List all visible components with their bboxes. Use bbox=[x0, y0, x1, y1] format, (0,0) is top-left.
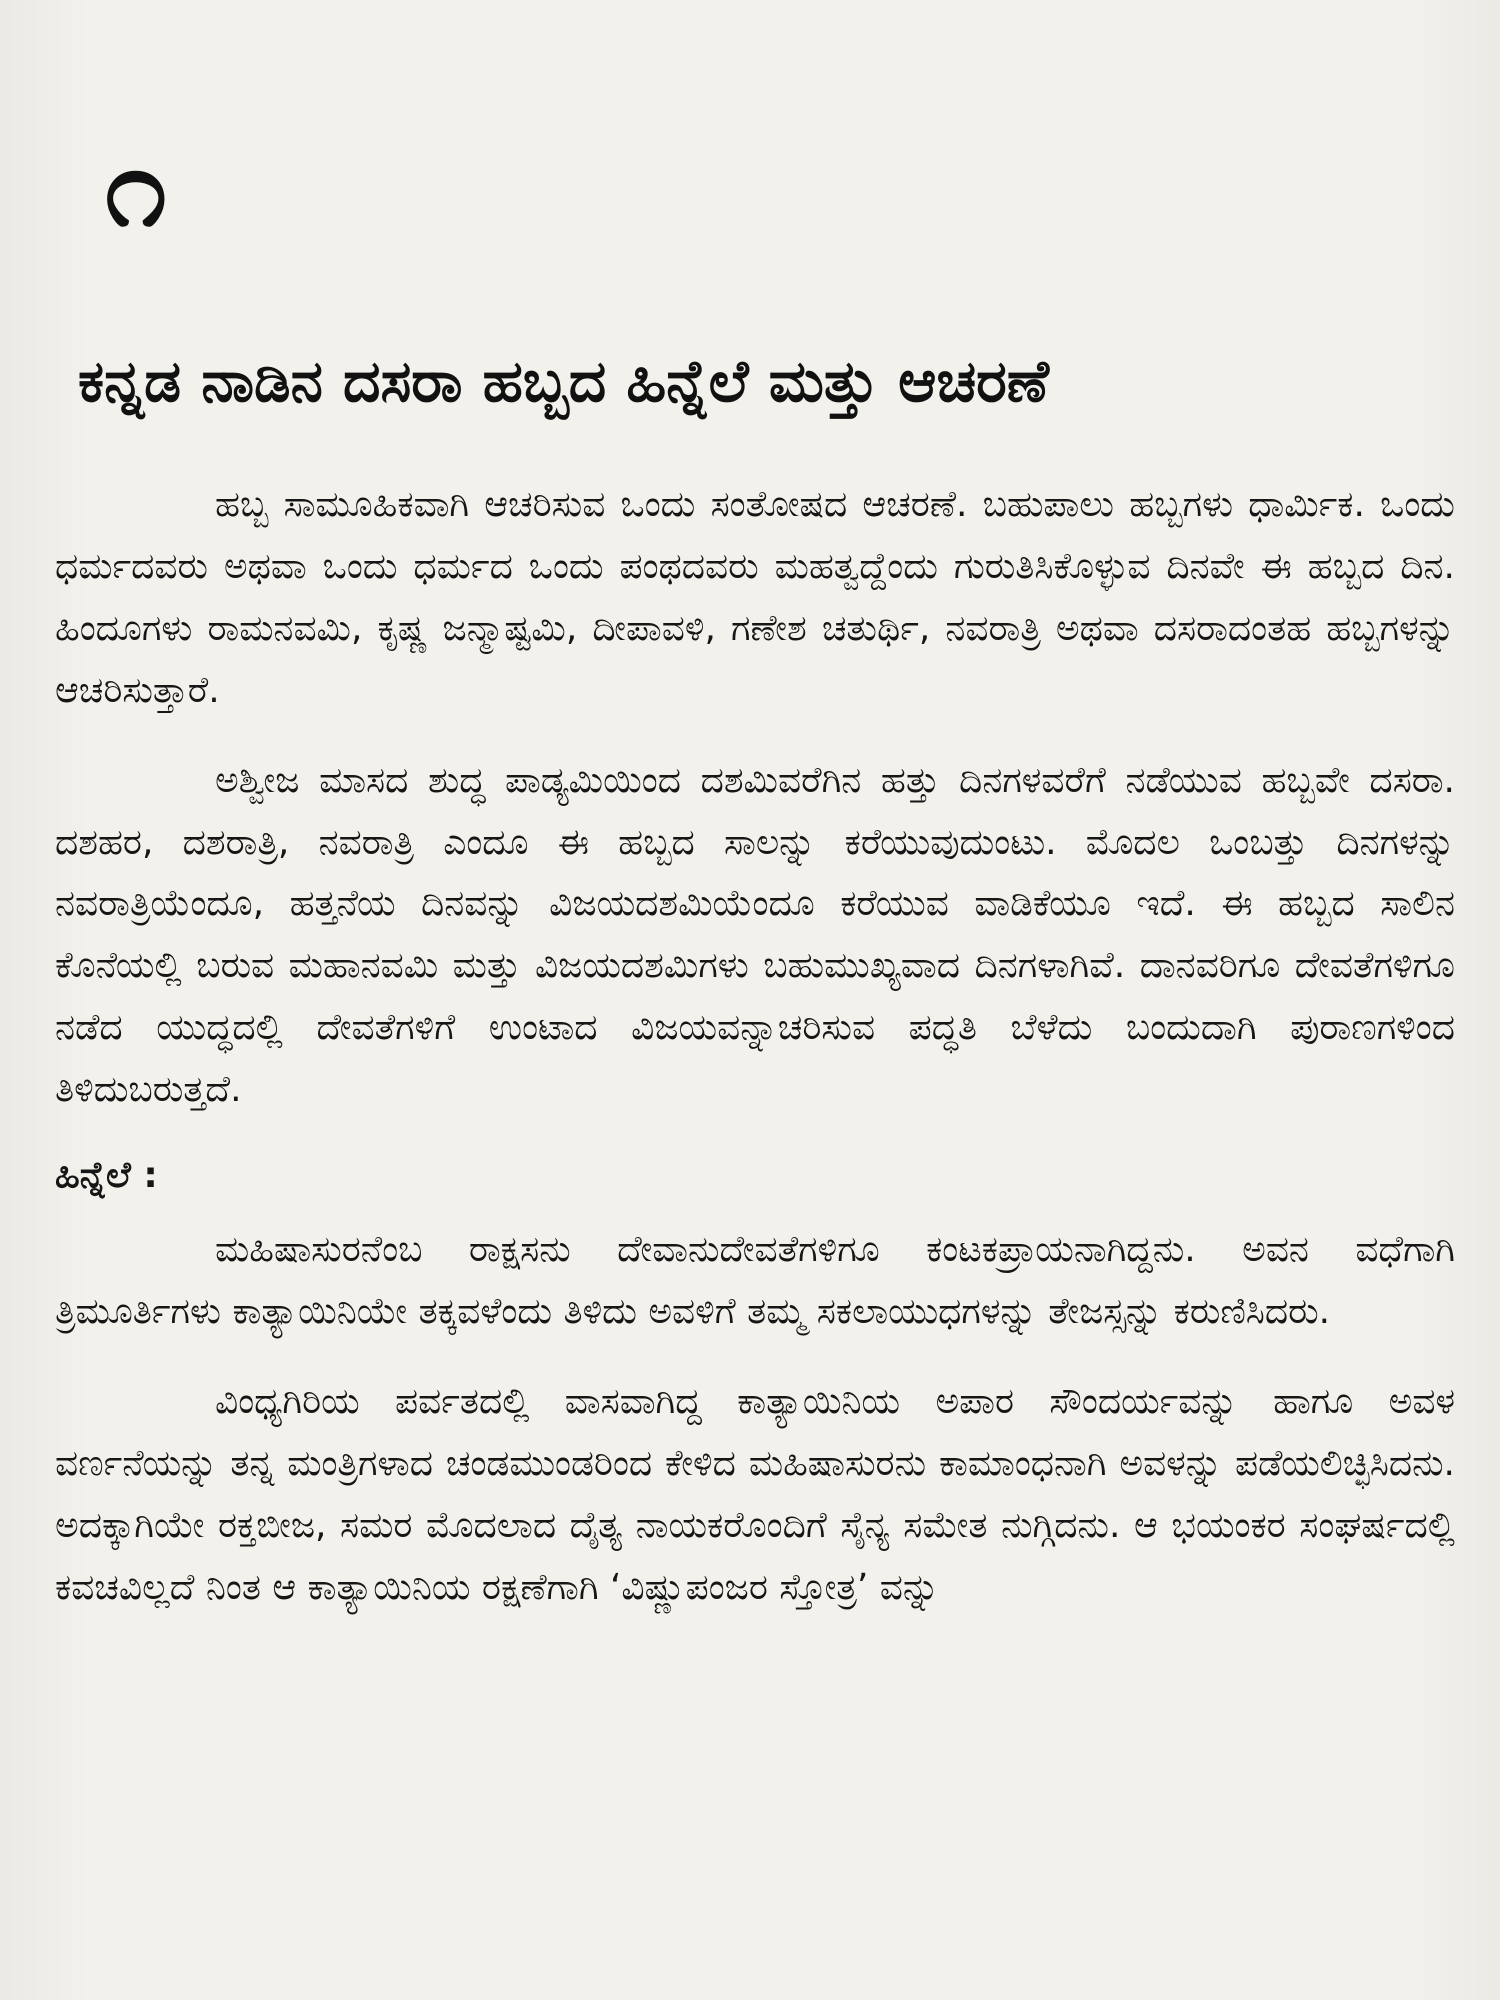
paragraph-dasara-intro: ಅಶ್ವೀಜ ಮಾಸದ ಶುದ್ಧ ಪಾಡ್ಯಮಿಯಿಂದ ದಶಮಿವರೆಗಿನ ಹತ್ತು ದಿನಗಳವರೆಗೆ ನಡೆಯುವ ಹಬ್ಬವೇ ದಸರಾ. ದಶಹರ, ದಶರಾತ್ರಿ, ನವರಾತ್ರಿ ಎಂದೂ ಈ ಹಬ್ಬದ ಸಾಲನ್ನು ಕರೆಯುವುದುಂಟು. ಮೊದಲ ಒಂಬತ್ತು ದಿನಗಳನ್ನು ನವರಾತ್ರಿಯೆಂದೂ, ಹತ್ತನೆಯ ದಿನವನ್ನು ವಿಜಯದಶಮಿಯೆಂದೂ ಕರೆಯುವ ವಾಡಿಕೆಯೂ ಇದೆ. ಈ ಹಬ್ಬದ ಸಾಲಿನ ಕೊನೆಯಲ್ಲಿ ಬರುವ ಮಹಾನವಮಿ ಮತ್ತು ವಿಜಯದಶಮಿಗಳು ಬಹುಮುಖ್ಯವಾದ ದಿನಗಳಾಗಿವೆ. ದಾನವರಿಗೂ ದೇವತೆಗಳಿಗೂ ನಡೆದ ಯುದ್ಧದಲ್ಲಿ ದೇವತೆಗಳಿಗೆ ಉಂಟಾದ ವಿಜಯವನ್ನಾಚರಿಸುವ ಪದ್ಧತಿ ಬೆಳೆದು ಬಂದುದಾಗಿ ಪುರಾಣಗಳಿಂದ ತಿಳಿದುಬರುತ್ತದೆ. bbox=[55, 759, 1455, 1111]
section-heading-background: ಹಿನ್ನೆಲೆ : bbox=[55, 1155, 158, 1197]
paragraph-festival-intro: ಹಬ್ಬ ಸಾಮೂಹಿಕವಾಗಿ ಆಚರಿಸುವ ಒಂದು ಸಂತೋಷದ ಆಚರಣೆ. ಬಹುಪಾಲು ಹಬ್ಬಗಳು ಧಾರ್ಮಿಕ. ಒಂದು ಧರ್ಮದವರು ಅಥವಾ ಒಂದು ಧರ್ಮದ ಒಂದು ಪಂಥದವರು ಮಹತ್ವದ್ದೆಂದು ಗುರುತಿಸಿಕೊಳ್ಳುವ ದಿನವೇ ಈ ಹಬ್ಬದ ದಿನ. ಹಿಂದೂಗಳು ರಾಮನವಮಿ, ಕೃಷ್ಣ ಜನ್ಮಾಷ್ಟಮಿ, ದೀಪಾವಳಿ, ಗಣೇಶ ಚತುರ್ಥಿ, ನವರಾತ್ರಿ ಅಥವಾ ದಸರಾದಂತಹ ಹಬ್ಬಗಳನ್ನು ಆಚರಿಸುತ್ತಾರೆ. bbox=[55, 484, 1455, 711]
page-body bbox=[55, 474, 1455, 1647]
chapter-number: ೧ bbox=[105, 123, 167, 251]
chapter-title: ಕನ್ನಡ ನಾಡಿನ ದಸರಾ ಹಬ್ಬದ ಹಿನ್ನೆಲೆ ಮತ್ತು ಆಚರಣೆ bbox=[78, 347, 1049, 415]
paragraph-mahishasura: ಮಹಿಷಾಸುರನೆಂಬ ರಾಕ್ಷಸನು ದೇವಾನುದೇವತೆಗಳಿಗೂ ಕಂಟಕಪ್ರಾಯನಾಗಿದ್ದನು. ಅವನ ವಧೆಗಾಗಿ ತ್ರಿಮೂರ್ತಿಗಳು ಕಾತ್ಯಾಯಿನಿಯೇ ತಕ್ಕವಳೆಂದು ತಿಳಿದು ಅವಳಿಗೆ ತಮ್ಮ ಸಕಲಾಯುಧಗಳನ್ನು ತೇಜಸ್ಸನ್ನು ಕರುಣಿಸಿದರು. bbox=[55, 1229, 1455, 1332]
paragraph-katyayini: ವಿಂಧ್ಯಗಿರಿಯ ಪರ್ವತದಲ್ಲಿ ವಾಸವಾಗಿದ್ದ ಕಾತ್ಯಾಯಿನಿಯ ಅಪಾರ ಸೌಂದರ್ಯವನ್ನು ಹಾಗೂ ಅವಳ ವರ್ಣನೆಯನ್ನು ತನ್ನ ಮಂತ್ರಿಗಳಾದ ಚಂಡಮುಂಡರಿಂದ ಕೇಳಿದ ಮಹಿಷಾಸುರನು ಕಾಮಾಂಧನಾಗಿ ಅವಳನ್ನು ಪಡೆಯಲಿಚ್ಛಿಸಿದನು. ಅದಕ್ಕಾಗಿಯೇ ರಕ್ತಬೀಜ, ಸಮರ ಮೊದಲಾದ ದೈತ್ಯ ನಾಯಕರೊಂದಿಗೆ ಸೈನ್ಯ ಸಮೇತ ನುಗ್ಗಿದನು. ಆ ಭಯಂಕರ ಸಂಘರ್ಷದಲ್ಲಿ ಕವಚವಿಲ್ಲದೆ ನಿಂತ ಆ ಕಾತ್ಯಾಯಿನಿಯ ರಕ್ಷಣೆಗಾಗಿ ‘ವಿಷ್ಣುಪಂಜರ ಸ್ತೋತ್ರ’ ವನ್ನು bbox=[55, 1380, 1455, 1608]
